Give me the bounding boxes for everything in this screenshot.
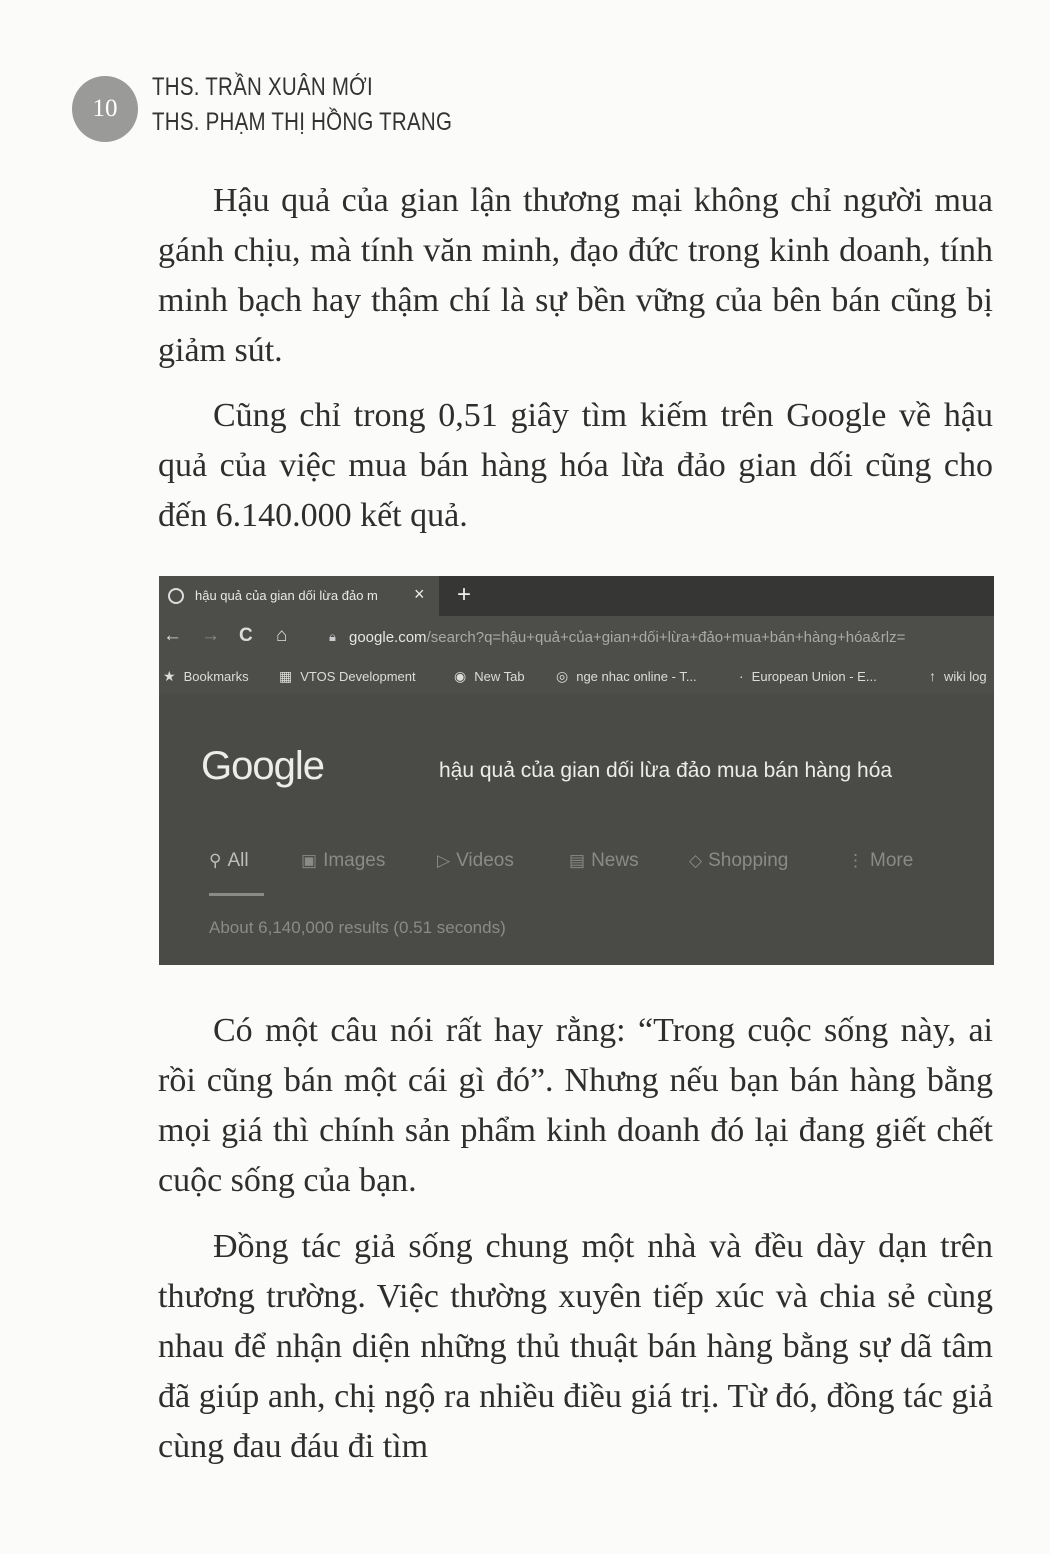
news-icon: ▤ <box>569 851 586 870</box>
vtos-icon: ▦ <box>279 668 293 684</box>
google-icon: ◎ <box>556 668 569 684</box>
google-favicon-icon <box>168 588 184 604</box>
eu-flag-icon: · <box>739 668 744 684</box>
bookmark-new-tab[interactable]: ◉ New Tab <box>454 668 525 684</box>
browser-tab[interactable] <box>159 576 439 616</box>
home-icon[interactable]: ⌂ <box>276 625 288 646</box>
active-tab-underline <box>209 893 264 896</box>
page-number: 10 <box>72 76 138 142</box>
google-results-page <box>159 694 994 965</box>
result-stats: About 6,140,000 results (0.51 seconds) <box>209 918 506 937</box>
globe-icon: ◉ <box>454 668 467 684</box>
tab-images[interactable]: ▣ Images <box>301 850 386 871</box>
tab-shopping[interactable]: ◇ Shopping <box>689 850 789 871</box>
tab-videos[interactable]: ▷ Videos <box>437 850 514 871</box>
paragraph-3: Có một câu nói rất hay rằng: “Trong cuộc sống này, ai rồi cũng bán một cái gì đó”. Nhưng nếu bạn bán hàng bằng mọi giá thì chính sản phẩm kinh doanh đó lại đang giết chết cuộc sống của bạn. <box>158 1012 993 1199</box>
bookmark-bookmarks[interactable]: ★ Bookmarks <box>163 668 249 684</box>
image-icon: ▣ <box>301 851 318 870</box>
tab-all[interactable]: ⚲ All <box>209 850 249 871</box>
forward-arrow-icon[interactable]: → <box>201 625 220 646</box>
google-search-screenshot <box>159 576 994 965</box>
address-bar[interactable] <box>349 629 905 646</box>
google-logo[interactable]: Google <box>201 744 324 788</box>
search-icon: ⚲ <box>209 851 222 870</box>
reload-icon[interactable]: C <box>239 625 253 646</box>
paragraph-2: Cũng chỉ trong 0,51 giây tìm kiếm trên Google về hậu quả của việc mua bán hàng hóa lừa đảo gian dối cũng cho đến 6.140.000 kết quả. <box>158 397 993 534</box>
bookmarks-bar <box>159 658 994 694</box>
author-2: THS. PHẠM THỊ HỒNG TRANG <box>152 108 453 136</box>
tag-icon: ◇ <box>689 851 703 870</box>
search-query[interactable]: hậu quả của gian dối lừa đảo mua bán hàng hóa <box>439 759 893 782</box>
more-dots-icon: ⋮ <box>847 851 864 870</box>
paragraph-1: Hậu quả của gian lận thương mại không chỉ người mua gánh chịu, mà tính văn minh, đạo đức trong kinh doanh, tính minh bạch hay thậm chí là sự bền vững của bên bán cũng bị giảm sút. <box>158 182 993 369</box>
running-header-authors <box>152 70 452 140</box>
close-tab-icon[interactable]: × <box>414 584 425 604</box>
url-path: /search?q=hậu+quả+của+gian+dối+lừa+đảo+mua+bán+hàng+hóa&rlz= <box>426 629 906 646</box>
bookmark-nhac[interactable]: ◎ nge nhac online - T... <box>556 668 697 684</box>
back-arrow-icon[interactable]: ← <box>163 625 182 646</box>
bookmark-eu[interactable]: · European Union - E... <box>739 668 877 684</box>
browser-tab-bar <box>159 576 994 616</box>
play-icon: ▷ <box>437 851 451 870</box>
tab-title: hậu quả của gian dối lừa đảo m <box>195 588 378 603</box>
bookmark-vtos[interactable]: ▦ VTOS Development <box>279 668 416 684</box>
star-icon: ★ <box>163 668 176 684</box>
tab-news[interactable]: ▤ News <box>569 850 639 871</box>
bookmark-wiki[interactable]: ↑ wiki log <box>929 668 987 684</box>
lock-icon: 🔒︎ <box>329 629 336 644</box>
paragraph-4: Đồng tác giả sống chung một nhà và đều dày dạn trên thương trường. Việc thường xuyên tiếp xúc và chia sẻ cùng nhau để nhận diện những thủ thuật bán hàng bằng sự dã tâm đã giúp anh, chị ngộ ra nhiều điều giá trị. Từ đó, đồng tác giả cùng đau đáu đi tìm <box>158 1228 993 1465</box>
tab-more[interactable]: ⋮ More <box>847 850 914 871</box>
new-tab-icon[interactable]: + <box>457 581 472 608</box>
url-host: google.com <box>349 629 427 646</box>
wiki-icon: ↑ <box>929 668 936 684</box>
browser-toolbar <box>159 616 994 658</box>
author-1: THS. TRẦN XUÂN MỚI <box>152 73 373 101</box>
